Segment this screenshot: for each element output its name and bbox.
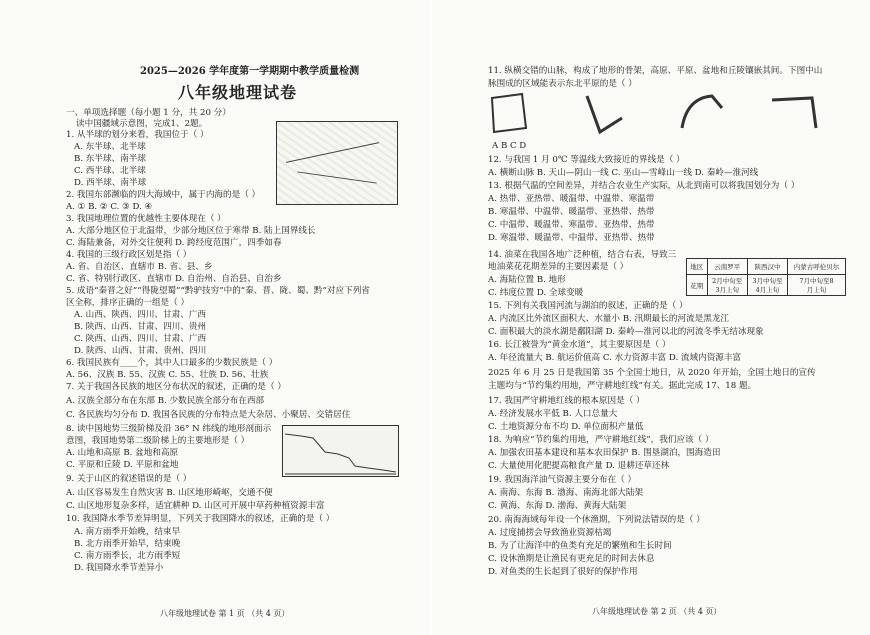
terrain-profile-diagram bbox=[282, 425, 399, 477]
question-line: A. 年径流量大 B. 航运价值高 C. 水力资源丰富 D. 流域内资源丰富 bbox=[488, 353, 742, 363]
question-line: C. 各民族均匀分布 D. 我国各民族的分布特点是大杂居、小聚居、交错居住 bbox=[66, 410, 351, 420]
question-line: D. 对鱼类的生长起到了很好的保护作用 bbox=[488, 567, 638, 577]
option-a-diagram bbox=[492, 94, 526, 132]
question-line: A. 大部分地区位于北温带，少部分地区位于寒带 B. 陆上国界线长 bbox=[66, 226, 316, 236]
table-header: 云南罗平 bbox=[707, 259, 747, 275]
question-line: 8. 读中国地势三级阶梯及沿 36° N 纬线的地形剖面示 bbox=[66, 424, 272, 434]
table-cell: 2月中旬至 3月上旬 bbox=[707, 275, 747, 296]
question-line: C. 黄海、东海 D. 渤海、黄海大陆架 bbox=[488, 501, 627, 511]
question-line: 9. 关于山区的叙述错误的是（ ） bbox=[66, 474, 192, 484]
page2-footer: 八年级地理试卷 第 2 页 （共 4 页） bbox=[592, 607, 722, 616]
question-line: C. 土地资源分布不均 D. 单位面积产量低 bbox=[488, 422, 644, 432]
question-line: C. 陕西、山西、四川、甘肃、广西 bbox=[74, 334, 207, 344]
question-line: 20. 南海海域每年设一个休渔期，下列说法错误的是（ ） bbox=[488, 515, 705, 525]
question-line: B. 陕西、山西、甘肃、四川、贵州 bbox=[74, 322, 207, 332]
question-line: D. 陕西、山西、甘肃、贵州、四川 bbox=[74, 346, 207, 356]
question-line: A. 56、汉族 B. 55、汉族 C. 55、壮族 D. 56、壮族 bbox=[66, 370, 269, 380]
question-line: 14. 油菜在我国各地广泛种植，结合右表，导致三 bbox=[488, 250, 677, 260]
question-line: 4. 我国的三级行政区划是指（ ） bbox=[66, 250, 192, 260]
question-line: C. 纬度位置 D. 全球变暖 bbox=[488, 288, 584, 298]
question-line: A. 内流区比外流区面积大、水量小 B. 汛期最长的河流是黑龙江 bbox=[488, 314, 730, 324]
question-line: B. 为了让海洋中的鱼类有充足的繁殖和生长时间 bbox=[488, 541, 672, 551]
question-line: A. 海陆位置 B. 地形 bbox=[488, 275, 566, 285]
question-line: 15. 下列有关我国河流与湖泊的叙述，正确的是（ ） bbox=[488, 301, 688, 311]
question-line: A. 横断山脉 B. 天山—阴山一线 C. 巫山—雪峰山一线 D. 秦岭—淮河线 bbox=[488, 168, 759, 178]
question-line: 主题均与“节约集约用地，严守耕地红线”有关。据此完成 17、18 题。 bbox=[488, 381, 757, 391]
question-line: A. 过度捕捞会导致渔业资源枯竭 bbox=[488, 528, 612, 538]
question-line: A. 南海、东海 B. 渤海、南海北部大陆架 bbox=[488, 488, 644, 498]
question-line: 5. 成语“秦晋之好”“得陇望蜀”“黔驴技穷”中的“秦、晋、陇、蜀、黔”对应下列省 bbox=[66, 286, 370, 296]
question-line: C. 西半球、北半球 bbox=[74, 166, 146, 176]
exam-page-2 bbox=[432, 0, 870, 635]
question-line: C. 平原和丘陵 D. 平原和盆地 bbox=[66, 460, 179, 470]
exam-header: 2025—2026 学年度第一学期期中教学质量检测 bbox=[140, 66, 360, 77]
question-line: 2025 年 6 月 25 日是我国第 35 个全国土地日，从 2020 年开始，全国土地日的宣传 bbox=[488, 368, 816, 378]
table-header: 陕西汉中 bbox=[747, 259, 787, 275]
question-line: 意图，我国地势第二级阶梯上的主要地形是（ ） bbox=[66, 436, 250, 446]
question-line: 16. 长江被誉为“黄金水道”，其主要原因是（ ） bbox=[488, 340, 671, 350]
question-line: 区全称，排序正确的一组是（ ） bbox=[66, 298, 190, 308]
question-line: A. 山地和高原 B. 盆地和高原 bbox=[66, 448, 179, 458]
question-line: A. 山区容易发生自然灾害 B. 山区地形崎岖，交通不便 bbox=[66, 488, 273, 498]
question-line: A. 山西、陕西、四川、甘肃、广西 bbox=[74, 310, 206, 320]
question-line: 地油菜花花期差异的主要因素是（ ） bbox=[488, 262, 629, 272]
option-d-diagram bbox=[772, 98, 816, 128]
rapeseed-flowering-table bbox=[686, 258, 846, 296]
question-line: 7. 关于我国各民族的地区分布状况的叙述，正确的是（ ） bbox=[66, 382, 286, 392]
exam-title: 八年级地理试卷 bbox=[178, 83, 298, 102]
question-line: C. 省、特别行政区、直辖市 D. 自治州、自治县、自治乡 bbox=[66, 274, 282, 284]
table-header: 内蒙古呼伦贝尔 bbox=[788, 259, 846, 275]
question-line: A. 南方雨季开始晚，结束早 bbox=[74, 527, 181, 537]
question-line: A. ① B. ② C. ③ D. ④ bbox=[66, 202, 153, 212]
question-line: A. 经济发展水平低 B. 人口总量大 bbox=[488, 409, 618, 419]
question-line: 11. 纵横交错的山脉，构成了地形的骨架，高原、平原、盆地和丘陵镶嵌其间。下图中山 bbox=[488, 66, 823, 76]
question-line: A. 东半球、北半球 bbox=[74, 142, 146, 152]
question-line: A. 热带、亚热带、暖温带、中温带、寒温带 bbox=[488, 194, 655, 204]
question-line: B. 北方雨季开始早，结束晚 bbox=[74, 539, 181, 549]
question-line: 13. 根据气温的空间差异，并结合农业生产实际，从北到南可以将我国划分为（ ） bbox=[488, 181, 800, 191]
question-line: D. 我国降水季节差异小 bbox=[74, 563, 164, 573]
profile-curve bbox=[283, 426, 398, 476]
question-line: D. 西半球、南半球 bbox=[74, 178, 147, 188]
question-line: 2. 我国东部濒临的四大海域中，属于内海的是（ ） bbox=[66, 190, 261, 200]
question-line: A. 汉族全部分布在东部 B. 少数民族全部分布在西部 bbox=[66, 396, 265, 406]
question-line: B. 东半球、南半球 bbox=[74, 154, 146, 164]
question-line: C. 中温带、暖温带、寒温带、亚热带、热带 bbox=[488, 220, 655, 230]
exam-page-1 bbox=[0, 0, 430, 635]
china-territory-map bbox=[276, 121, 398, 205]
question-line: 12. 与我国 1 月 0℃ 等温线大致接近的界线是（ ） bbox=[488, 155, 685, 165]
table-row-label: 花期 bbox=[687, 275, 708, 296]
option-b-diagram bbox=[587, 96, 622, 132]
question-line: 18. 为响应“节约集约用地，严守耕地红线”，我们应该（ ） bbox=[488, 435, 714, 445]
question-line: 读中国疆域示意图，完成1、2题。 bbox=[76, 119, 208, 129]
question-line: C. 设休渔期是让渔民有更充足的时间去休息 bbox=[488, 554, 655, 564]
question-line: C. 面积最大的淡水湖是鄱阳湖 D. 秦岭—淮河以北的河流冬季无结冰现象 bbox=[488, 327, 764, 337]
question-line: 脉围成的区域能表示东北平原的是（ ） bbox=[488, 79, 637, 89]
table-cell: 7月中旬至8 月上旬 bbox=[788, 275, 846, 296]
question-line: 10. 我国降水季节差异明显，下列关于我国降水的叙述，正确的是（ ） bbox=[66, 514, 335, 524]
question-line: 19. 我国海洋油气资源主要分布在（ ） bbox=[488, 475, 637, 485]
question-line: 1. 从半球的划分来看，我国位于（ ） bbox=[66, 130, 209, 140]
question-line: B. 寒温带、中温带、暖温带、亚热带、热带 bbox=[488, 207, 655, 217]
question-line: A B C D bbox=[492, 141, 527, 151]
question-line: C. 大量使用化肥提高粮食产量 D. 退耕还草还林 bbox=[488, 461, 670, 471]
question-line: 17. 我国严守耕地红线的根本原因是（ ） bbox=[488, 396, 645, 406]
mountain-region-options bbox=[482, 88, 842, 140]
question-line: 3. 我国地理位置的优越性主要体现在（ ） bbox=[66, 214, 226, 224]
question-line: C. 山区地形复杂多样，适宜耕种 D. 山区可开展中草药种植资源丰富 bbox=[66, 501, 325, 511]
question-line: D. 寒温带、暖温带、中温带、亚热带、热带 bbox=[488, 233, 655, 243]
table-header: 地区 bbox=[687, 259, 708, 275]
question-line: A. 加强农田基本建设和基本农田保护 B. 围垦湖泊，围海造田 bbox=[488, 448, 721, 458]
question-line: 6. 我国民族有____个，其中人口最多的少数民族是（ ） bbox=[66, 358, 278, 368]
page1-footer: 八年级地理试卷 第 1 页 （共 4 页） bbox=[160, 609, 290, 618]
question-line: 一、单项选择题（每小题 1 分，共 20 分） bbox=[66, 108, 231, 118]
question-line: C. 南方雨季长，北方雨季短 bbox=[74, 551, 181, 561]
table-cell: 3月中旬至 4月上旬 bbox=[747, 275, 787, 296]
question-line: A. 省、自治区、直辖市 B. 省、县、乡 bbox=[66, 262, 213, 272]
question-line: C. 海陆兼备，对外交往便利 D. 跨经度范围广，四季如春 bbox=[66, 238, 282, 248]
option-c-diagram bbox=[682, 96, 722, 128]
